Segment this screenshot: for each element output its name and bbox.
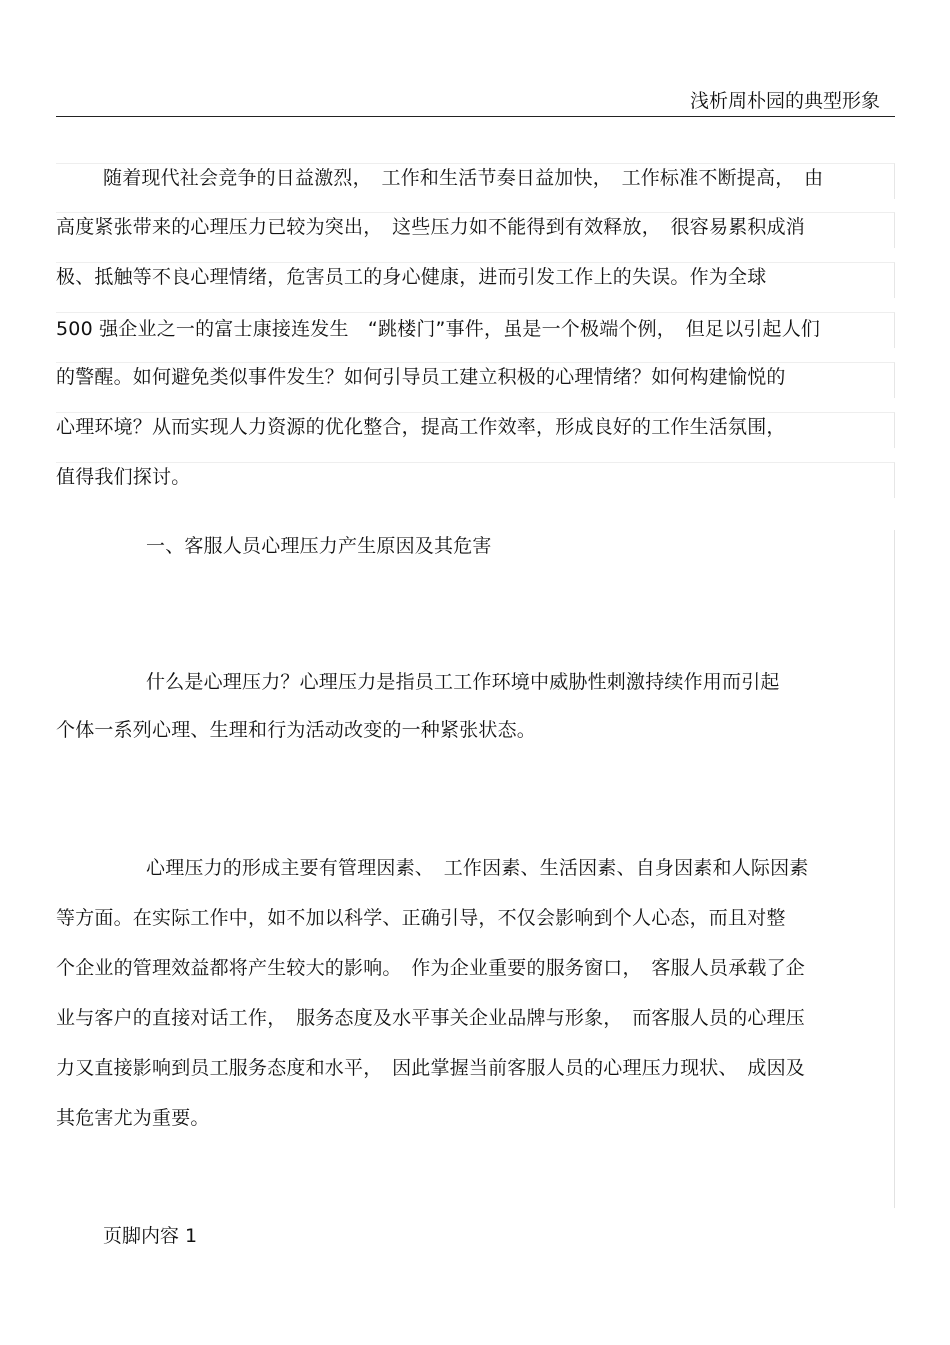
factors-line-2: 等方面。在实际工作中，如不加以科学、正确引导，不仅会影响到个人心态，而且对整 (56, 907, 786, 929)
intro-line-4: 500 强企业之一的富士康接连发生 “跳楼门”事件，虽是一个极端个例， 但足以引起人们 (56, 318, 821, 340)
factors-line-5: 力又直接影响到员工服务态度和水平， 因此掌握当前客服人员的心理压力现状、 成因及 (56, 1057, 806, 1079)
section-heading: 一、客服人员心理压力产生原因及其危害 (146, 535, 492, 557)
right-margin-rule (894, 530, 895, 1208)
definition-line-1: 什么是心理压力？心理压力是指员工工作环境中威胁性刺激持续作用而引起 (146, 671, 780, 693)
factors-line-4: 业与客户的直接对话工作， 服务态度及水平事关企业品牌与形象， 而客服人员的心理压 (56, 1007, 806, 1029)
factors-line-6: 其危害尤为重要。 (56, 1107, 210, 1129)
intro-line-1: 随着现代社会竞争的日益激烈， 工作和生活节奏日益加快， 工作标准不断提高， 由 (103, 167, 824, 189)
factors-line-1: 心理压力的形成主要有管理因素、 工作因素、生活因素、自身因素和人际因素 (146, 857, 809, 879)
page-footer: 页脚内容 1 (103, 1225, 198, 1247)
page-header-title: 浅析周朴园的典型形象 (689, 90, 880, 112)
intro-line-2: 高度紧张带来的心理压力已较为突出， 这些压力如不能得到有效释放， 很容易累积成消 (56, 216, 806, 238)
intro-line-7: 值得我们探讨。 (56, 466, 191, 488)
definition-line-2: 个体一系列心理、生理和行为活动改变的一种紧张状态。 (56, 719, 537, 741)
header-divider (56, 116, 895, 117)
intro-line-6: 心理环境？从而实现人力资源的优化整合，提高工作效率，形成良好的工作生活氛围， (56, 416, 786, 438)
intro-line-3: 极、抵触等不良心理情绪，危害员工的身心健康，进而引发工作上的失误。作为全球 (56, 266, 767, 288)
intro-line-5: 的警醒。如何避免类似事件发生？如何引导员工建立积极的心理情绪？如何构建愉悦的 (56, 366, 786, 388)
factors-line-3: 个企业的管理效益都将产生较大的影响。 作为企业重要的服务窗口， 客服人员承载了企 (56, 957, 806, 979)
